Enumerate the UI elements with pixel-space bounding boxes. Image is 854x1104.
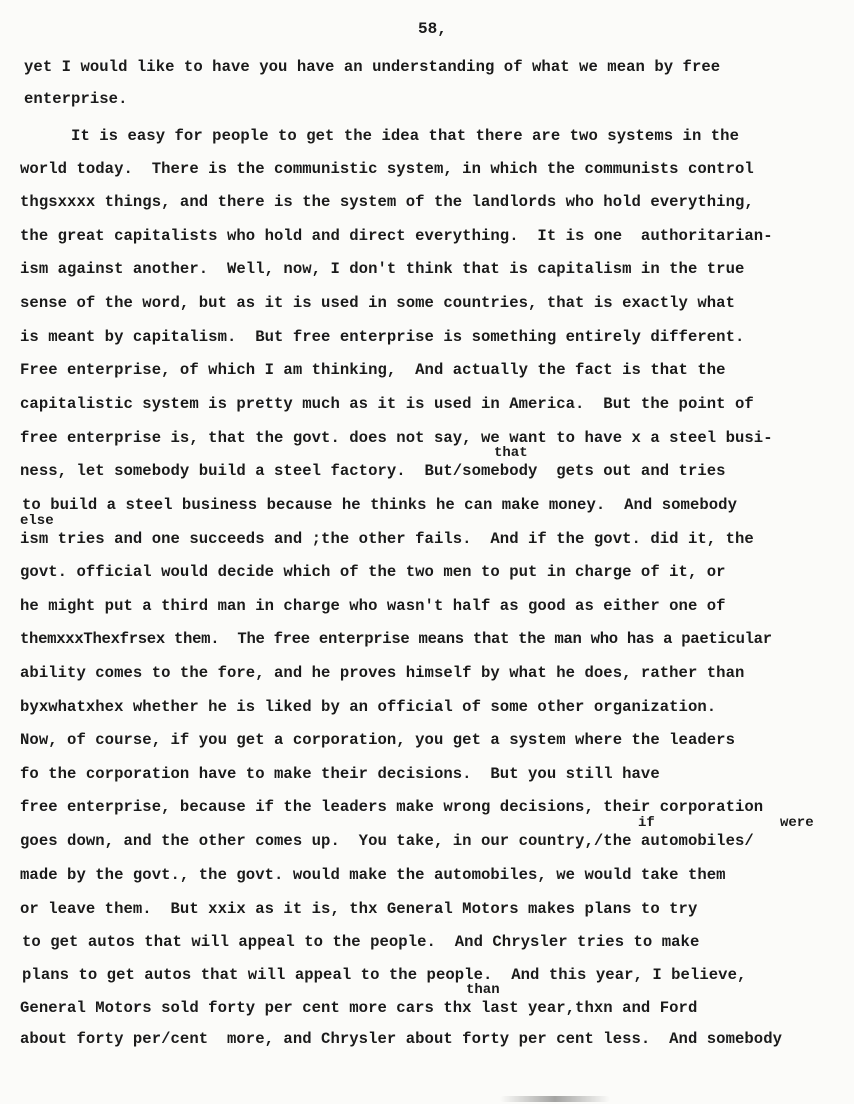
text-line: to build a steel business because he thinks he can make money. And somebody [22,496,737,514]
text-line: byxwhatxhex whether he is liked by an official of some other organization. [20,698,717,716]
text-line: ism tries and one succeeds and ;the other fails. And if the govt. did it, the [20,530,754,548]
text-line: enterprise. [24,90,128,108]
text-line: or leave them. But xxix as it is, thx General Motors makes plans to try [20,900,698,918]
text-line: Free enterprise, of which I am thinking, And actually the fact is that the [20,361,726,379]
text-line: the great capitalists who hold and direct everything. It is one authoritarian- [20,227,773,245]
handwritten-insertion: were [780,815,814,831]
text-line: is meant by capitalism. But free enterprise is something entirely different. [20,328,745,346]
handwritten-insertion: else [20,513,54,529]
text-line: govt. official would decide which of the two men to put in charge of it, or [20,563,726,581]
text-line: fo the corporation have to make their decisions. But you still have [20,765,660,783]
text-line: about forty per/cent more, and Chrysler about forty per cent less. And somebody [20,1030,783,1048]
text-line: to get autos that will appeal to the people. And Chrysler tries to make [22,933,700,951]
page-number: 58, [418,20,447,38]
text-line: ism against another. Well, now, I don't think that is capitalism in the true [20,260,745,278]
text-line: Now, of course, if you get a corporation, you get a system where the leaders [20,731,735,749]
scan-smudge [500,1096,610,1102]
text-line: free enterprise is, that the govt. does not say, we want to have x a steel busi- [20,429,773,447]
handwritten-insertion: than [466,982,500,998]
text-line: ness, let somebody build a steel factory. But/somebody gets out and tries [20,462,726,480]
text-line: ability comes to the fore, and he proves himself by what he does, rather than [20,664,745,682]
handwritten-insertion: if [638,815,655,831]
text-line: goes down, and the other comes up. You take, in our country,/the automobiles/ [20,832,754,850]
text-line: yet I would like to have you have an understanding of what we mean by free [24,58,721,76]
text-line: he might put a third man in charge who wasn't half as good as either one of [20,597,726,615]
text-line: themxxxThexfrsex them. The free enterprise means that the man who has a paeticular [20,630,772,648]
text-line: world today. There is the communistic system, in which the communists control [20,160,754,178]
text-line: It is easy for people to get the idea that there are two systems in the [24,127,739,145]
text-line: General Motors sold forty per cent more cars thx last year,thxn and Ford [20,999,698,1017]
handwritten-insertion: that [494,445,528,461]
text-line: capitalistic system is pretty much as it is used in America. But the point of [20,395,754,413]
text-line: free enterprise, because if the leaders make wrong decisions, their corporation [20,798,764,816]
text-line: thgsxxxx things, and there is the system of the landlords who hold everything, [20,193,754,211]
text-line: sense of the word, but as it is used in some countries, that is exactly what [20,294,735,312]
text-line: made by the govt., the govt. would make the automobiles, we would take them [20,866,726,884]
text-line: plans to get autos that will appeal to the people. And this year, I believe, [22,966,747,984]
